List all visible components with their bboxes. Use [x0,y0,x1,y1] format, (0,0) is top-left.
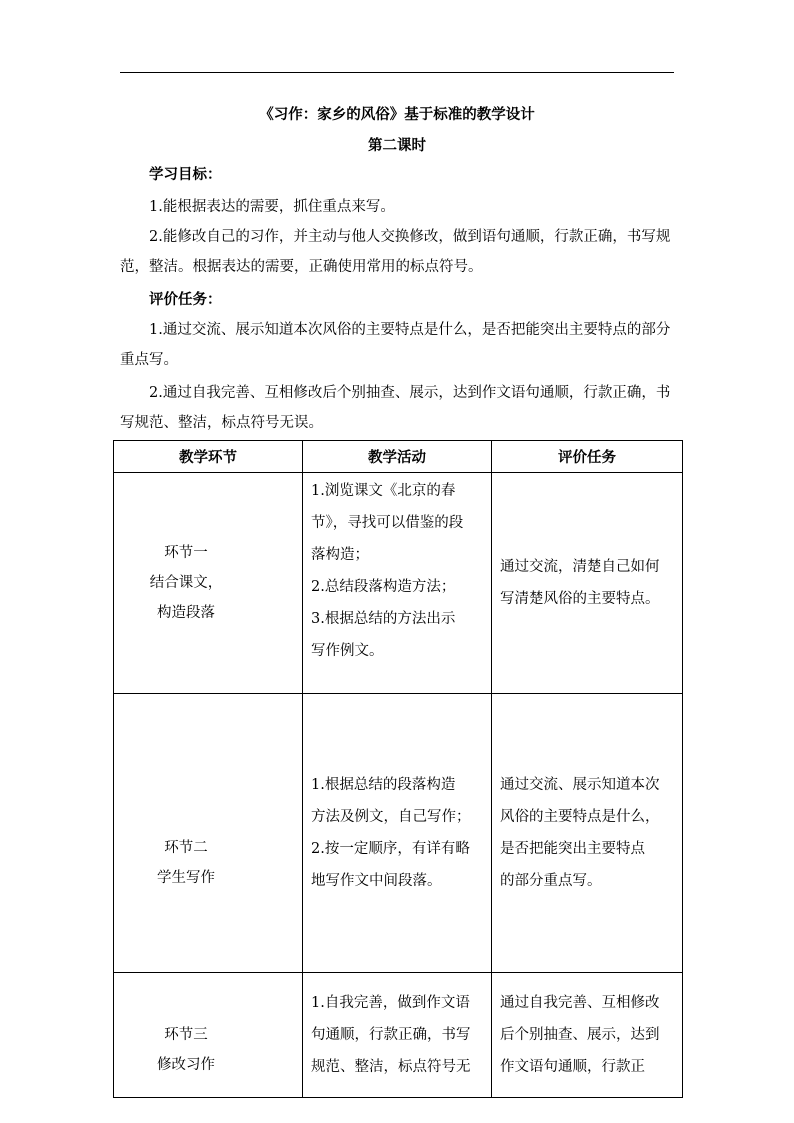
activity-line: 2.总结段落构造方法； [311,579,456,595]
evaluation-line: 通过交流、展示知道本次 [500,777,660,793]
table-row [114,973,683,1098]
stage-cell [114,973,303,1098]
evaluation-line: 写清楚风俗的主要特点。 [500,591,660,607]
stage-line: 学生写作 [157,870,215,886]
evaluation-line: 风俗的主要特点是什么， [500,809,660,825]
evaluation-heading: 评价任务： [149,292,222,308]
activity-cell [303,473,492,694]
evaluation-item-1: 1.通过交流、展示知道本次风俗的主要特点是什么，是否把能突出主要特点的部分重点写。 [120,322,671,368]
objective-item-1: 1.能根据表达的需要，抓住重点来写。 [149,199,395,215]
document-title: 《习作：家乡的风俗》基于标准的教学设计 [259,107,535,123]
evaluation-cell [492,694,683,973]
table-header-row [114,441,683,473]
stage-line: 构造段落 [157,605,215,621]
document-subtitle: 第二课时 [368,138,426,154]
evaluation-line: 通过交流，清楚自己如何 [500,559,660,575]
header-stage: 教学环节 [114,441,303,473]
teaching-plan-table [113,440,683,1098]
stage-line: 环节二 [164,840,208,856]
objective-item-2: 2.能修改自己的习作，并主动与他人交换修改，做到语句通顺，行款正确，书写规范，整洁。根据表达的需要，正确使用常用的标点符号。 [120,229,671,275]
evaluation-line: 是否把能突出主要特点 [500,841,645,857]
objectives-heading: 学习目标： [149,167,222,183]
activity-line: 方法及例文，自己写作； [311,809,471,825]
stage-cell [114,694,303,973]
header-rule [120,72,674,73]
activity-line: 落构造； [311,547,369,563]
table-row [114,694,683,973]
activity-line: 地写作文中间段落。 [311,873,442,889]
activity-cell [303,973,492,1098]
evaluation-cell [492,973,683,1098]
header-evaluation: 评价任务 [492,441,683,473]
activity-line: 1.根据总结的段落构造 [311,777,456,793]
activity-cell [303,694,492,973]
evaluation-line: 的部分重点写。 [500,873,602,889]
stage-line: 修改习作 [157,1057,215,1073]
stage-line: 结合课文， [149,575,223,591]
activity-line: 写作例文。 [311,643,384,659]
stage-line: 环节三 [164,1027,208,1043]
evaluation-line: 后个别抽查、展示，达到 [500,1027,660,1043]
activity-line: 3.根据总结的方法出示 [311,611,456,627]
stage-line: 环节一 [164,545,208,561]
activity-line: 1.自我完善，做到作文语 [311,995,470,1011]
table-row [114,473,683,694]
activity-line: 规范、整洁，标点符号无 [311,1059,471,1075]
evaluation-line: 通过自我完善、互相修改 [500,995,660,1011]
activity-line: 句通顺，行款正确，书写 [311,1027,471,1043]
activity-line: 节》，寻找可以借鉴的段 [311,515,464,531]
evaluation-line: 作文语句通顺，行款正 [500,1059,645,1075]
header-activity: 教学活动 [303,441,492,473]
evaluation-item-2: 2.通过自我完善、互相修改后个别抽查、展示，达到作文语句通顺，行款正确，书写规范、整洁，标点符号无误。 [120,385,671,431]
activity-line: 1.浏览课文《北京的春 [311,483,456,499]
activity-line: 2.按一定顺序，有详有略 [311,841,470,857]
stage-cell [114,473,303,694]
evaluation-cell [492,473,683,694]
